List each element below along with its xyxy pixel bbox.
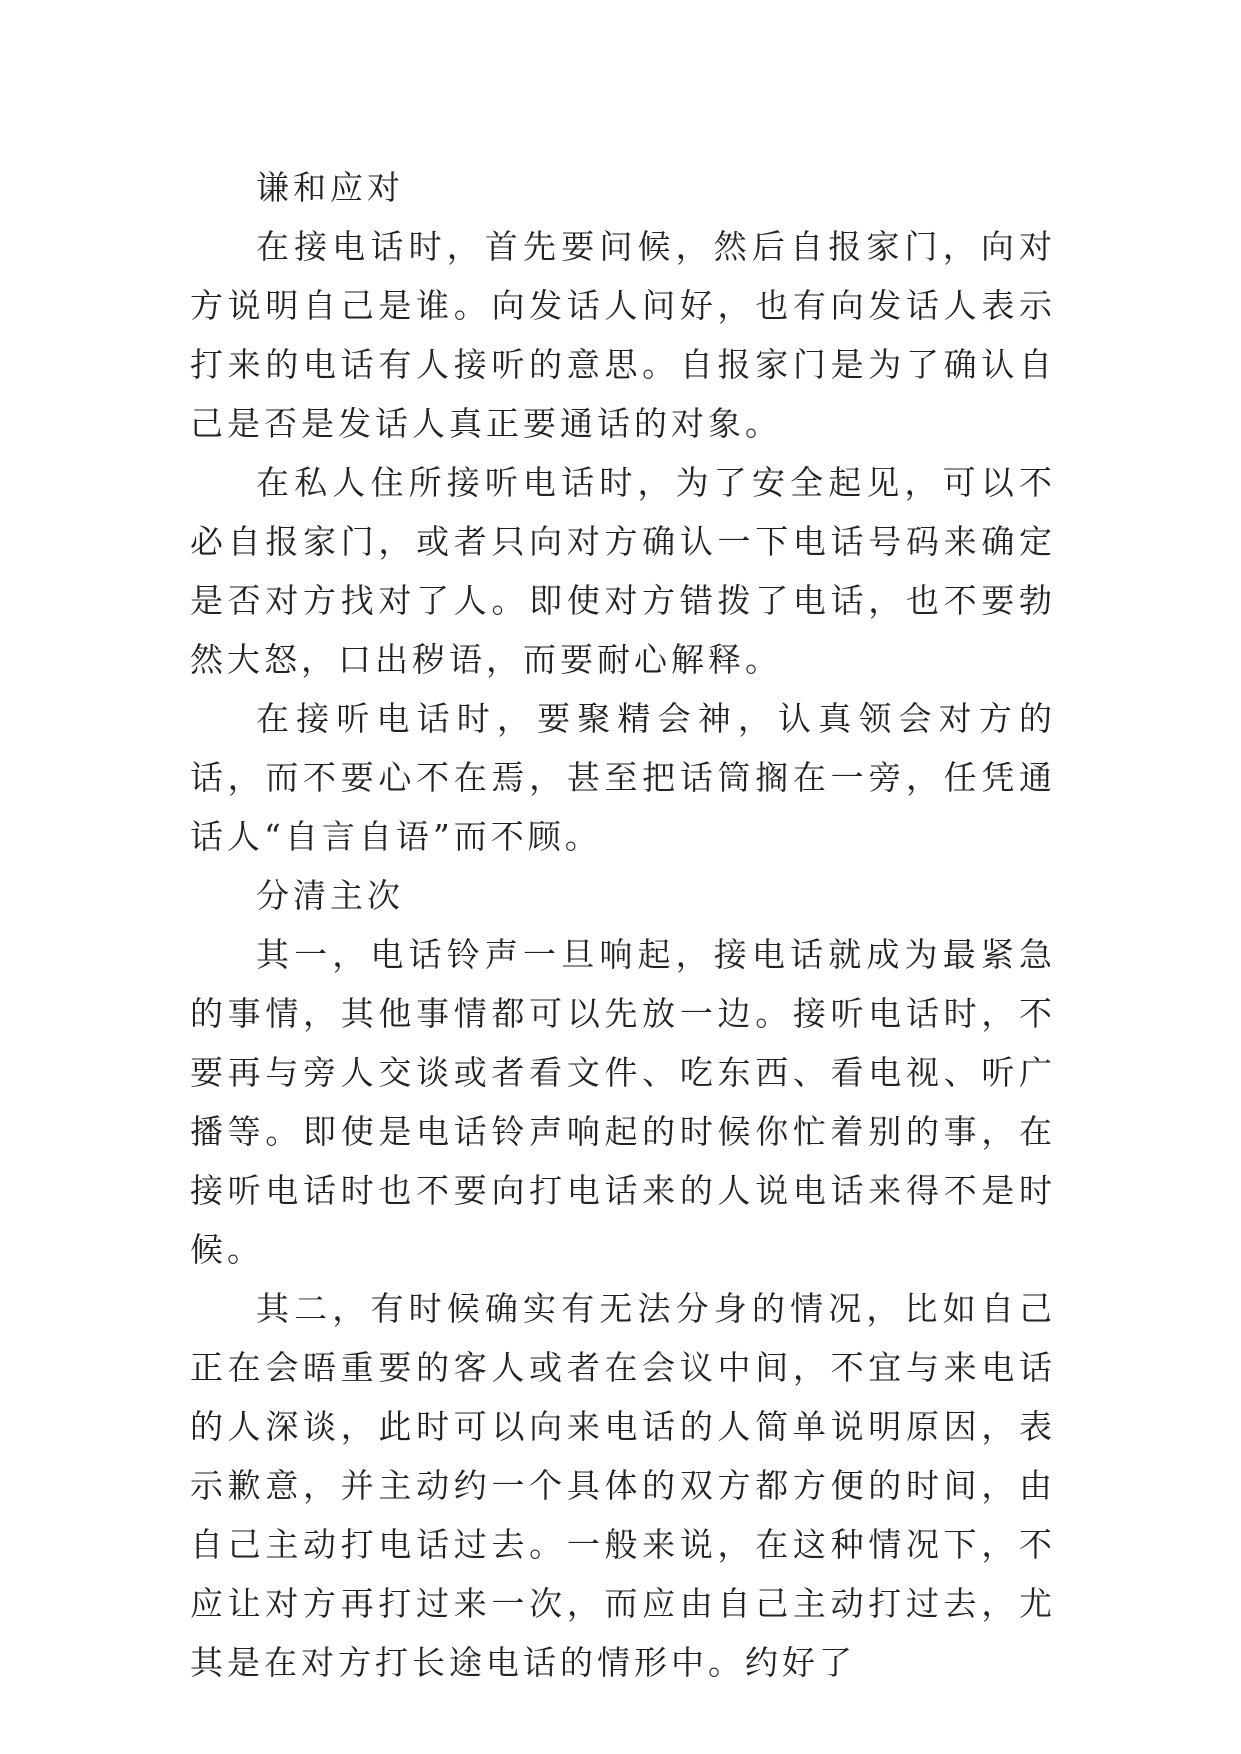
- document-body: [190, 158, 1056, 1692]
- section-heading-priorities: 分清主次: [256, 876, 404, 915]
- paragraph: 在接听电话时，要聚精会神，认真领会对方的话，而不要心不在焉，甚至把话筒搁在一旁，任凭通话人“自言自语”而不顾。: [190, 699, 1056, 856]
- paragraph: 其二，有时候确实有无法分身的情况，比如自己正在会晤重要的客人或者在会议中间，不宜与来电话的人深谈，此时可以向来电话的人简单说明原因，表示歉意，并主动约一个具体的双方都方便的时间，由自己主动打电话过去。一般来说，在这种情况下，不应让对方再打过来一次，而应由自己主动打过去，尤其是在对方打长途电话的情形中。约好了: [190, 1289, 1056, 1682]
- paragraph: 在私人住所接听电话时，为了安全起见，可以不必自报家门，或者只向对方确认一下电话号码来确定是否对方找对了人。即使对方错拨了电话，也不要勃然大怒，口出秽语，而要耐心解释。: [190, 463, 1056, 679]
- paragraph: 其一，电话铃声一旦响起，接电话就成为最紧急的事情，其他事情都可以先放一边。接听电话时，不要再与旁人交谈或者看文件、吃东西、看电视、听广播等。即使是电话铃声响起的时候你忙着别的事，在接听电话时也不要向打电话来的人说电话来得不是时候。: [190, 935, 1056, 1269]
- section-heading-modesty: 谦和应对: [256, 168, 404, 207]
- paragraph: 在接电话时，首先要问候，然后自报家门，向对方说明自己是谁。向发话人问好，也有向发话人表示打来的电话有人接听的意思。自报家门是为了确认自己是否是发话人真正要通话的对象。: [190, 227, 1056, 443]
